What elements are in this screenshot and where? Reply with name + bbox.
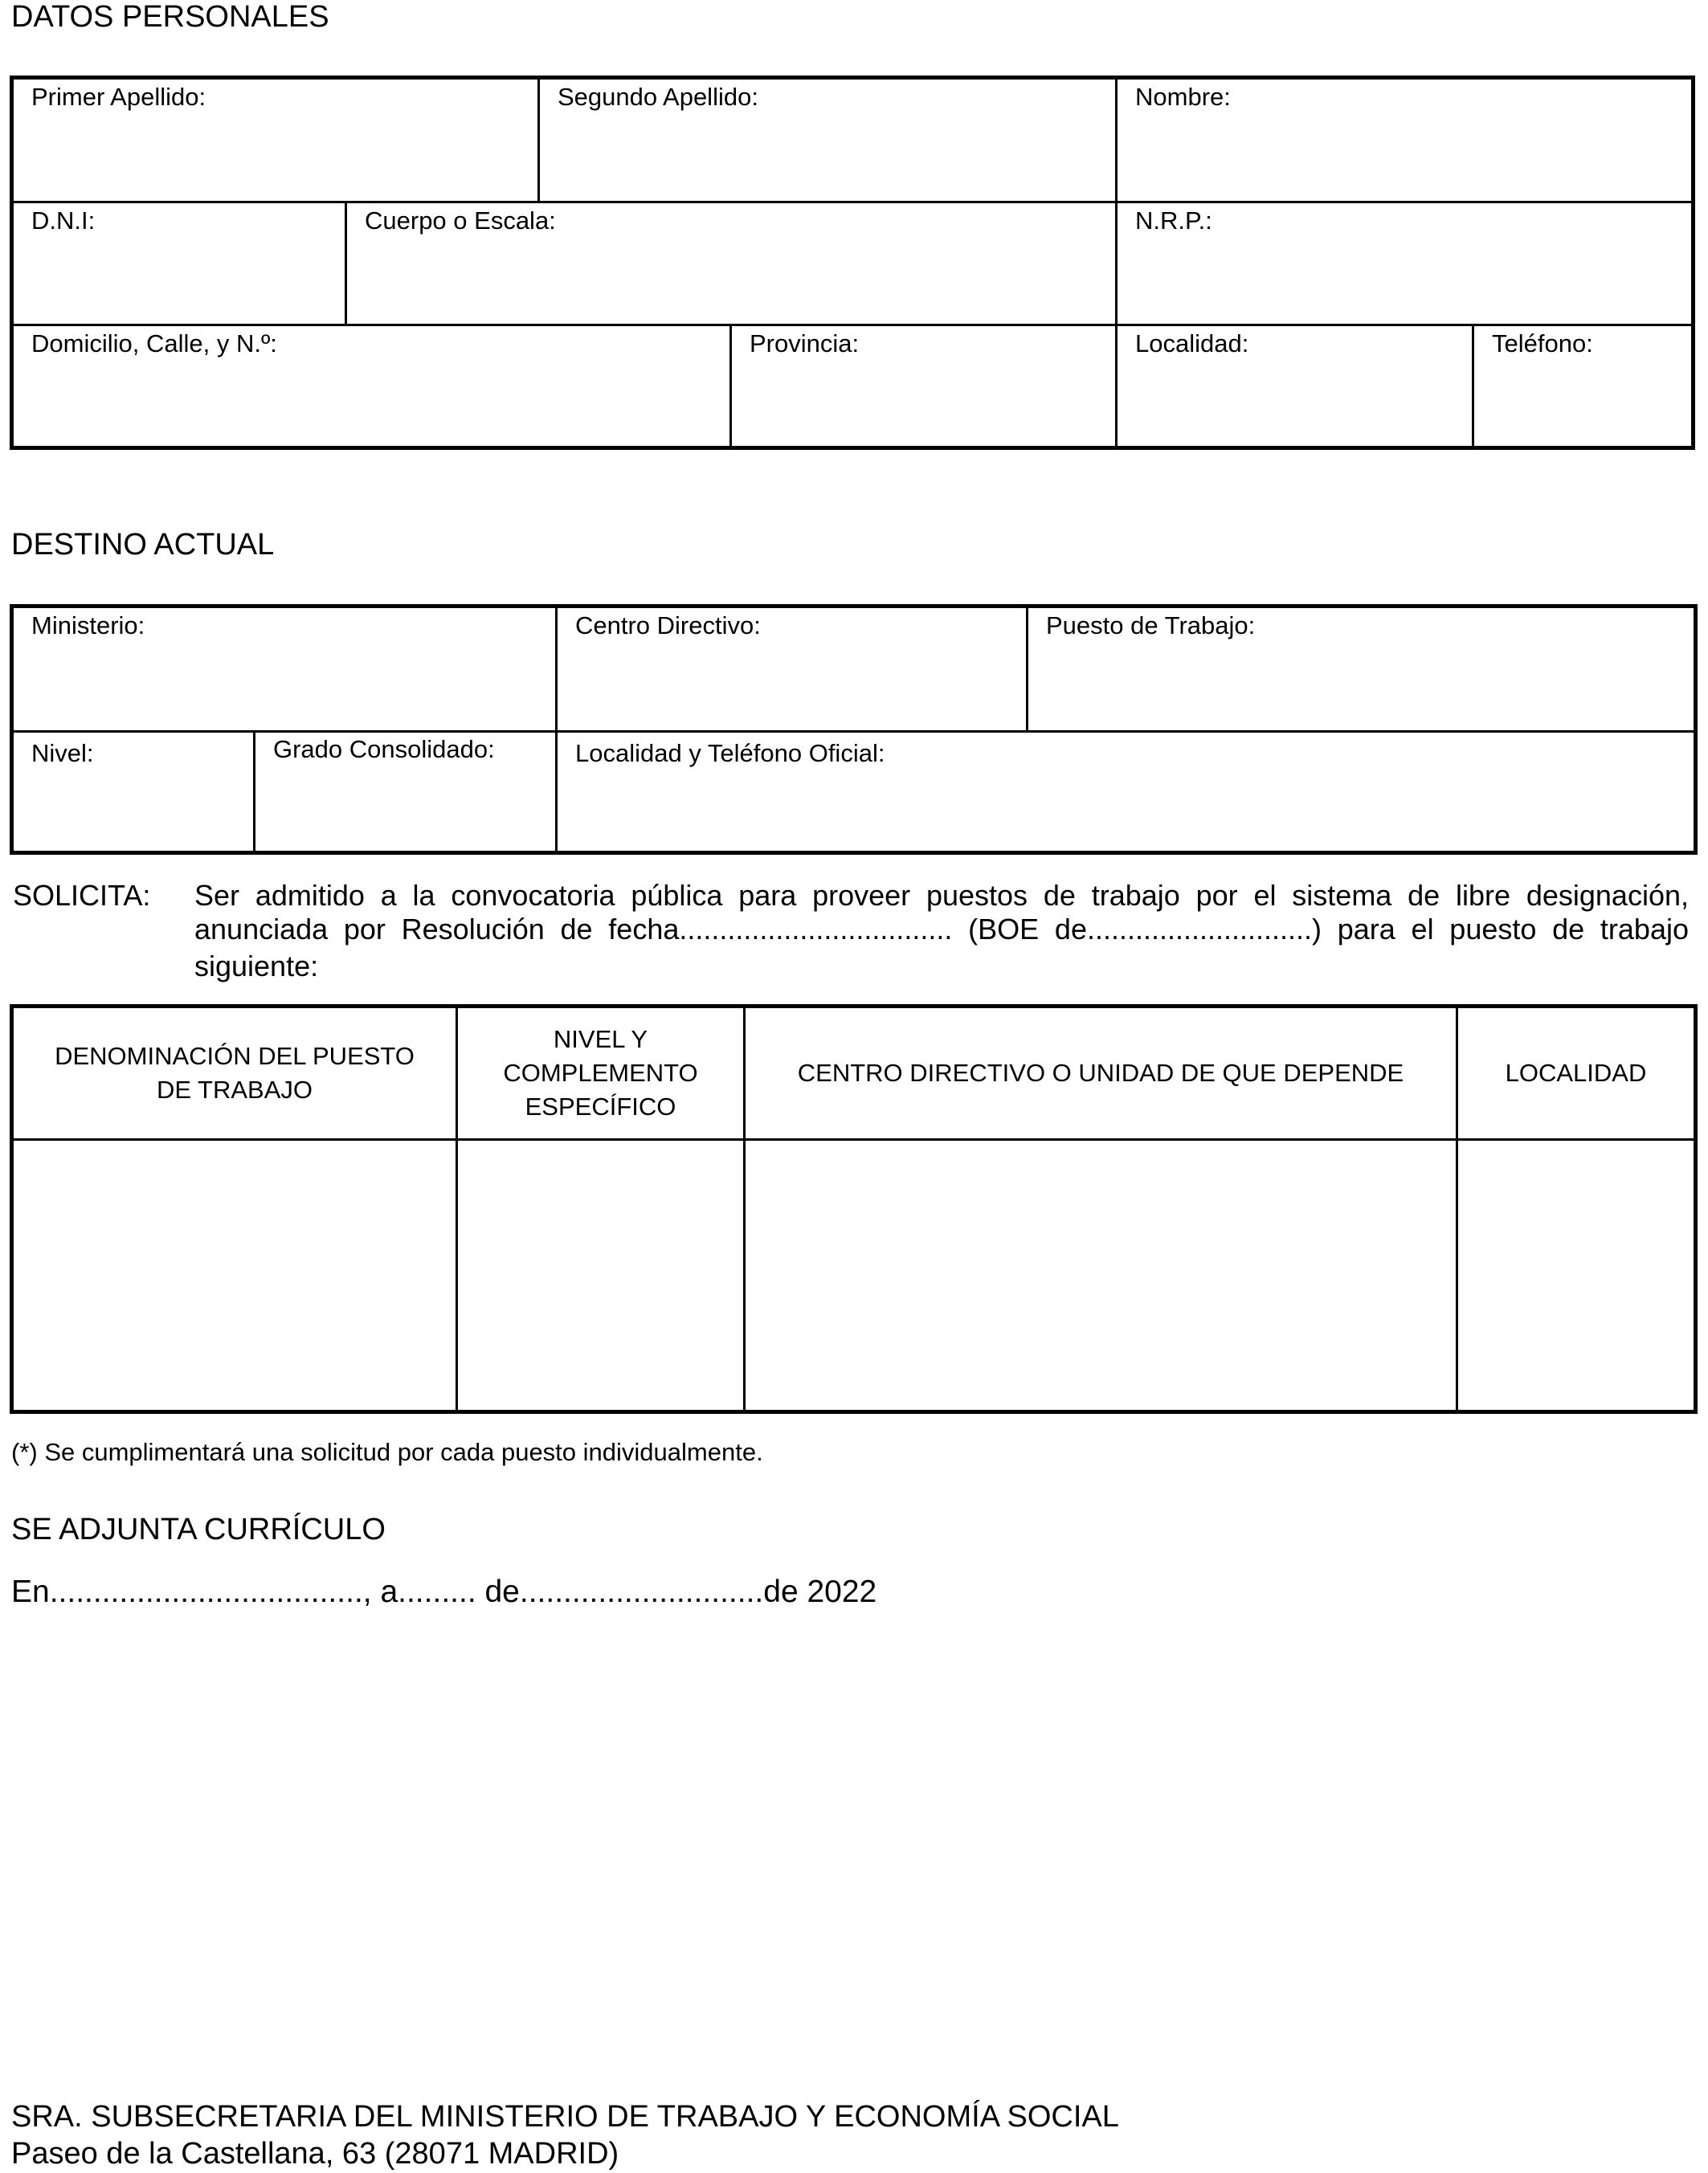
cuerpo-escala-field[interactable] xyxy=(347,203,1115,324)
table-header-localidad-label: LOCALIDAD xyxy=(1505,1059,1647,1087)
provincia-field[interactable] xyxy=(732,326,1115,446)
solicita-line-1: Ser admitido a la convocatoria pública para proveer puestos de trabajo por el sistema de libre designación, xyxy=(194,879,1689,912)
table-header-nivel-line-1: NIVEL Y xyxy=(553,1025,648,1053)
segundo-apellido-field[interactable] xyxy=(540,80,1115,201)
ministerio-label: Ministerio: xyxy=(31,611,145,639)
table-header-nivel xyxy=(458,1008,743,1138)
table-header-centro-directivo-label: CENTRO DIRECTIVO O UNIDAD DE QUE DEPENDE xyxy=(797,1059,1404,1087)
localidad-field[interactable] xyxy=(1118,326,1472,446)
nrp-label: N.R.P.: xyxy=(1135,206,1212,235)
puesto-trabajo-field[interactable] xyxy=(1028,608,1694,730)
nivel-label: Nivel: xyxy=(31,739,94,767)
grado-consolidado-field[interactable] xyxy=(255,733,555,851)
destino-actual-heading: DESTINO ACTUAL xyxy=(11,528,275,562)
localidad-telefono-oficial-field[interactable] xyxy=(558,733,1694,851)
primer-apellido-label: Primer Apellido: xyxy=(31,83,206,111)
table-header-denominacion-line-2: DE TRABAJO xyxy=(156,1076,313,1104)
nrp-field[interactable] xyxy=(1118,203,1691,324)
centro-directivo-label: Centro Directivo: xyxy=(575,611,761,639)
table-header-denominacion-line-1: DENOMINACIÓN DEL PUESTO xyxy=(55,1042,415,1070)
cuerpo-escala-label: Cuerpo o Escala: xyxy=(365,206,556,235)
nombre-field[interactable] xyxy=(1118,80,1691,201)
datos-personales-heading: DATOS PERSONALES xyxy=(11,0,329,34)
provincia-label: Provincia: xyxy=(750,329,860,357)
solicita-label: SOLICITA: xyxy=(13,879,151,912)
puestos-table xyxy=(10,1004,1698,1414)
destino-actual-form xyxy=(10,604,1698,855)
dni-label: D.N.I: xyxy=(31,206,96,235)
table-header-centro-directivo xyxy=(746,1008,1456,1138)
destinatario-line-1: SRA. SUBSECRETARIA DEL MINISTERIO DE TRABAJO Y ECONOMÍA SOCIAL xyxy=(11,2100,1119,2134)
table-cell-localidad[interactable] xyxy=(1458,1141,1694,1410)
table-cell-nivel[interactable] xyxy=(458,1141,743,1410)
solicita-line-3: siguiente: xyxy=(194,950,319,982)
domicilio-label: Domicilio, Calle, y N.º: xyxy=(31,329,277,357)
table-cell-centro-directivo[interactable] xyxy=(746,1141,1456,1410)
fecha-line: En...................................., a......... de............................de 2022 xyxy=(11,1575,877,1609)
table-header-nivel-line-2: COMPLEMENTO xyxy=(503,1059,698,1087)
footnote: (*) Se cumplimentará una solicitud por cada puesto individualmente. xyxy=(11,1438,763,1466)
localidad-telefono-oficial-label: Localidad y Teléfono Oficial: xyxy=(575,739,885,767)
puesto-trabajo-label: Puesto de Trabajo: xyxy=(1046,611,1256,639)
segundo-apellido-label: Segundo Apellido: xyxy=(558,83,758,111)
ministerio-field[interactable] xyxy=(14,608,555,730)
curriculo-heading: SE ADJUNTA CURRÍCULO xyxy=(11,1513,386,1546)
telefono-label: Teléfono: xyxy=(1492,329,1593,357)
table-header-nivel-line-3: ESPECÍFICO xyxy=(525,1093,676,1121)
dni-field[interactable] xyxy=(14,203,345,324)
datos-personales-form xyxy=(10,76,1695,450)
centro-directivo-field[interactable] xyxy=(558,608,1026,730)
table-header-localidad xyxy=(1458,1008,1694,1138)
destinatario-line-2: Paseo de la Castellana, 63 (28071 MADRID) xyxy=(11,2137,619,2171)
primer-apellido-field[interactable] xyxy=(14,80,537,201)
domicilio-field[interactable] xyxy=(14,326,729,446)
localidad-label: Localidad: xyxy=(1135,329,1249,357)
nombre-label: Nombre: xyxy=(1135,83,1231,111)
solicita-line-2: anunciada por Resolución de fecha.................................. (BOE de............................) para el puesto de trabajo xyxy=(194,913,1689,946)
table-header-denominacion xyxy=(14,1008,456,1138)
grado-consolidado-label: Grado Consolidado: xyxy=(273,735,495,763)
nivel-field[interactable] xyxy=(14,733,253,851)
table-cell-denominacion[interactable] xyxy=(14,1141,456,1410)
telefono-field[interactable] xyxy=(1474,326,1691,446)
